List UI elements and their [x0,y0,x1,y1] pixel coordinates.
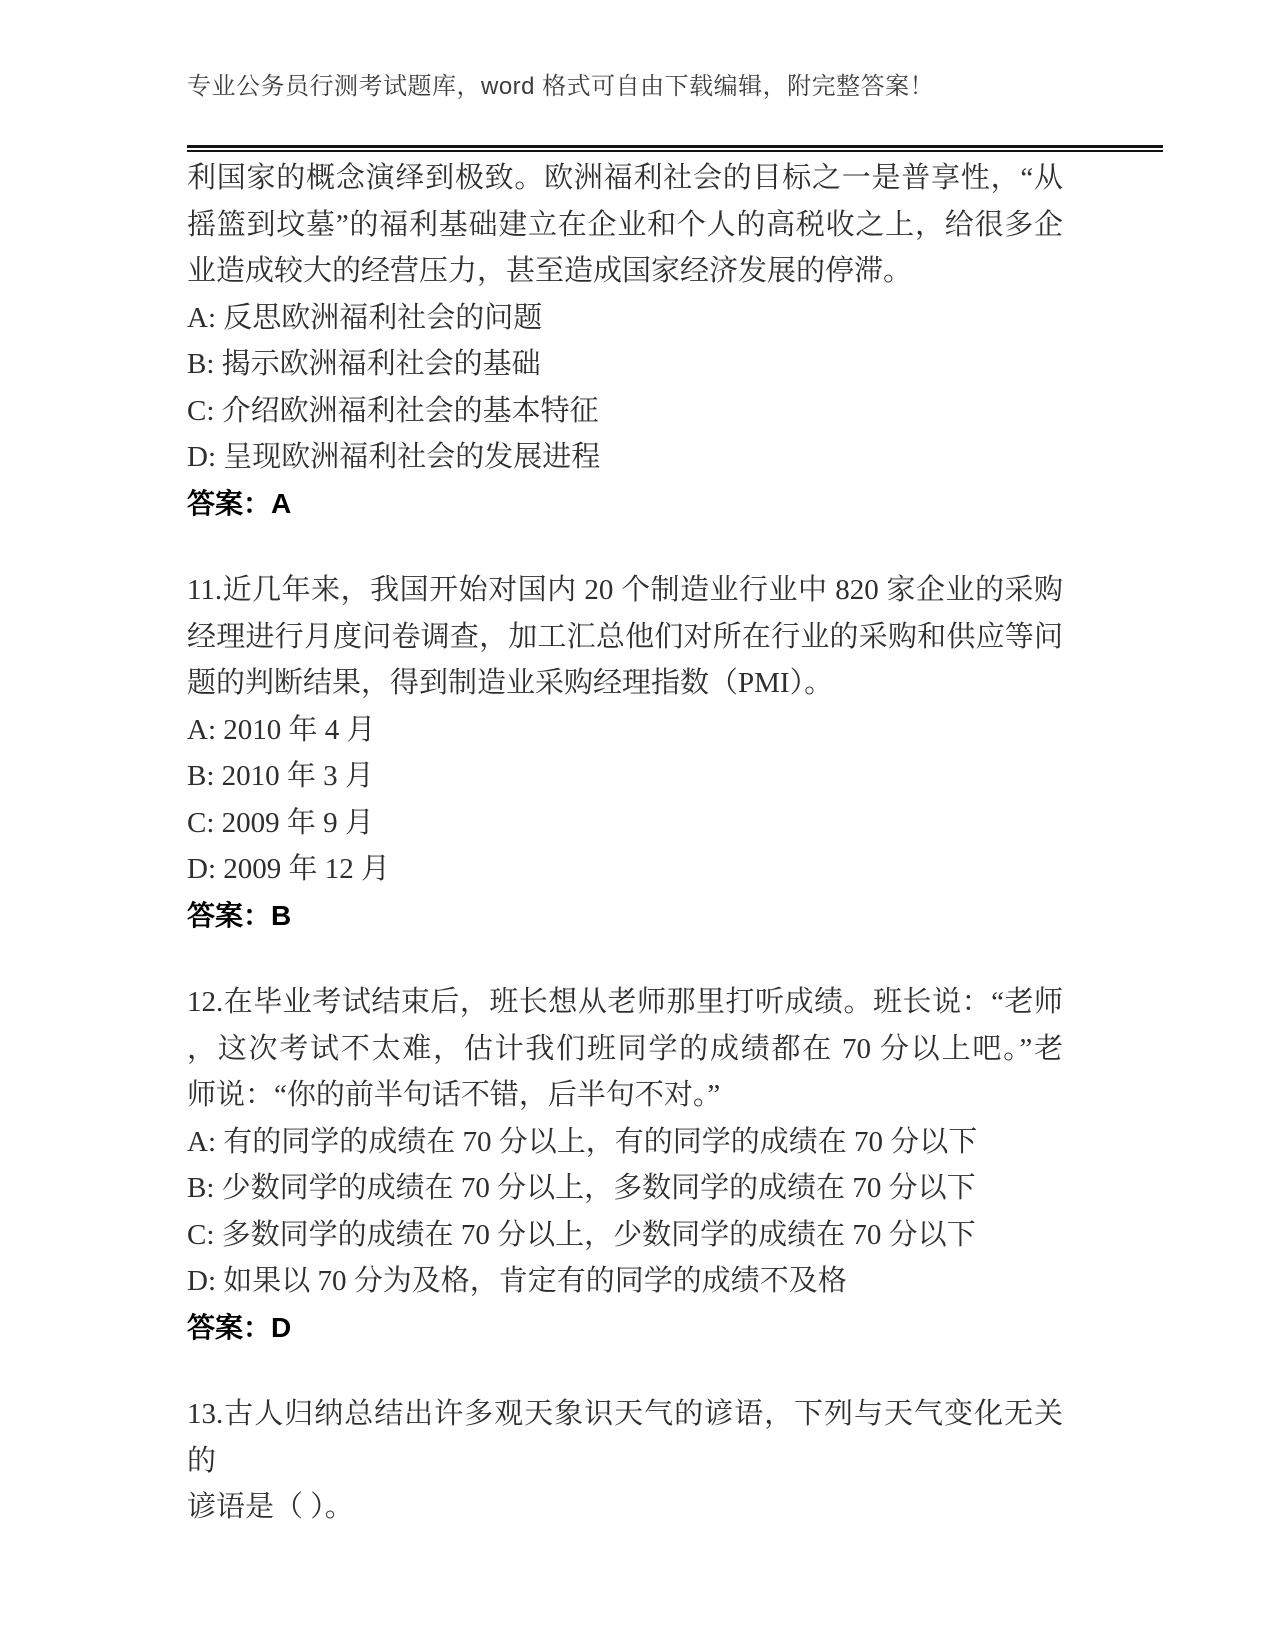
option-d: D: 如果以 70 分为及格，肯定有的同学的成绩不及格 [187,1265,847,1297]
document-body [187,155,1063,1531]
option-d: D: 呈现欧洲福利社会的发展进程 [187,441,601,473]
question-10-continuation [187,155,1063,527]
option-b: B: 少数同学的成绩在 70 分以上，多数同学的成绩在 70 分以下 [187,1172,976,1204]
option-c: C: 介绍欧洲福利社会的基本特征 [187,394,599,427]
question-11 [187,567,1063,939]
question-text-line: 摇篮到坟墓”的福利基础建立在企业和个人的高税收之上，给很多企 [187,208,1063,241]
option-a: A: 有的同学的成绩在 70 分以上，有的同学的成绩在 70 分以下 [187,1125,978,1158]
question-text-line: 12.在毕业考试结束后，班长想从老师那里打听成绩。班长说：“老师 [187,986,1063,1018]
option-a: A: 反思欧洲福利社会的问题 [187,301,543,334]
header-divider [187,145,1163,152]
question-text-line: 经理进行月度问卷调查，加工汇总他们对所在行业的采购和供应等问 [187,620,1063,653]
option-b: B: 2010 年 3 月 [187,760,374,792]
question-text-line: ，这次考试不太难，估计我们班同学的成绩都在 70 分以上吧。”老 [187,1032,1063,1065]
question-text-line: 13.古人归纳总结出许多观天象识天气的谚语，下列与天气变化无关的 [187,1398,1063,1477]
question-text-line: 11.近几年来，我国开始对国内 20 个制造业行业中 820 家企业的采购 [187,574,1063,606]
option-b: B: 揭示欧洲福利社会的基础 [187,348,541,380]
answer-line: 答案：D [187,1311,292,1343]
option-d: D: 2009 年 12 月 [187,853,391,885]
header-note: 专业公务员行测考试题库，word 格式可自由下载编辑，附完整答案！ [187,73,935,100]
answer-line: 答案：B [187,899,292,931]
answer-line: 答案：A [187,487,292,519]
question-text-line: 业造成较大的经营压力，甚至造成国家经济发展的停滞。 [187,255,913,287]
option-a: A: 2010 年 4 月 [187,713,376,746]
question-12 [187,979,1063,1351]
question-text-line: 利国家的概念演绎到极致。欧洲福利社会的目标之一是普享性，“从 [187,162,1063,194]
option-c: C: 2009 年 9 月 [187,806,374,839]
question-text-line: 题的判断结果，得到制造业采购经理指数（PMI）。 [187,667,834,699]
question-13 [187,1391,1063,1531]
option-c: C: 多数同学的成绩在 70 分以上，少数同学的成绩在 70 分以下 [187,1218,976,1251]
question-text-line: 师说：“你的前半句话不错，后半句不对。” [187,1079,721,1111]
question-text-line: 谚语是（ ）。 [187,1491,354,1523]
